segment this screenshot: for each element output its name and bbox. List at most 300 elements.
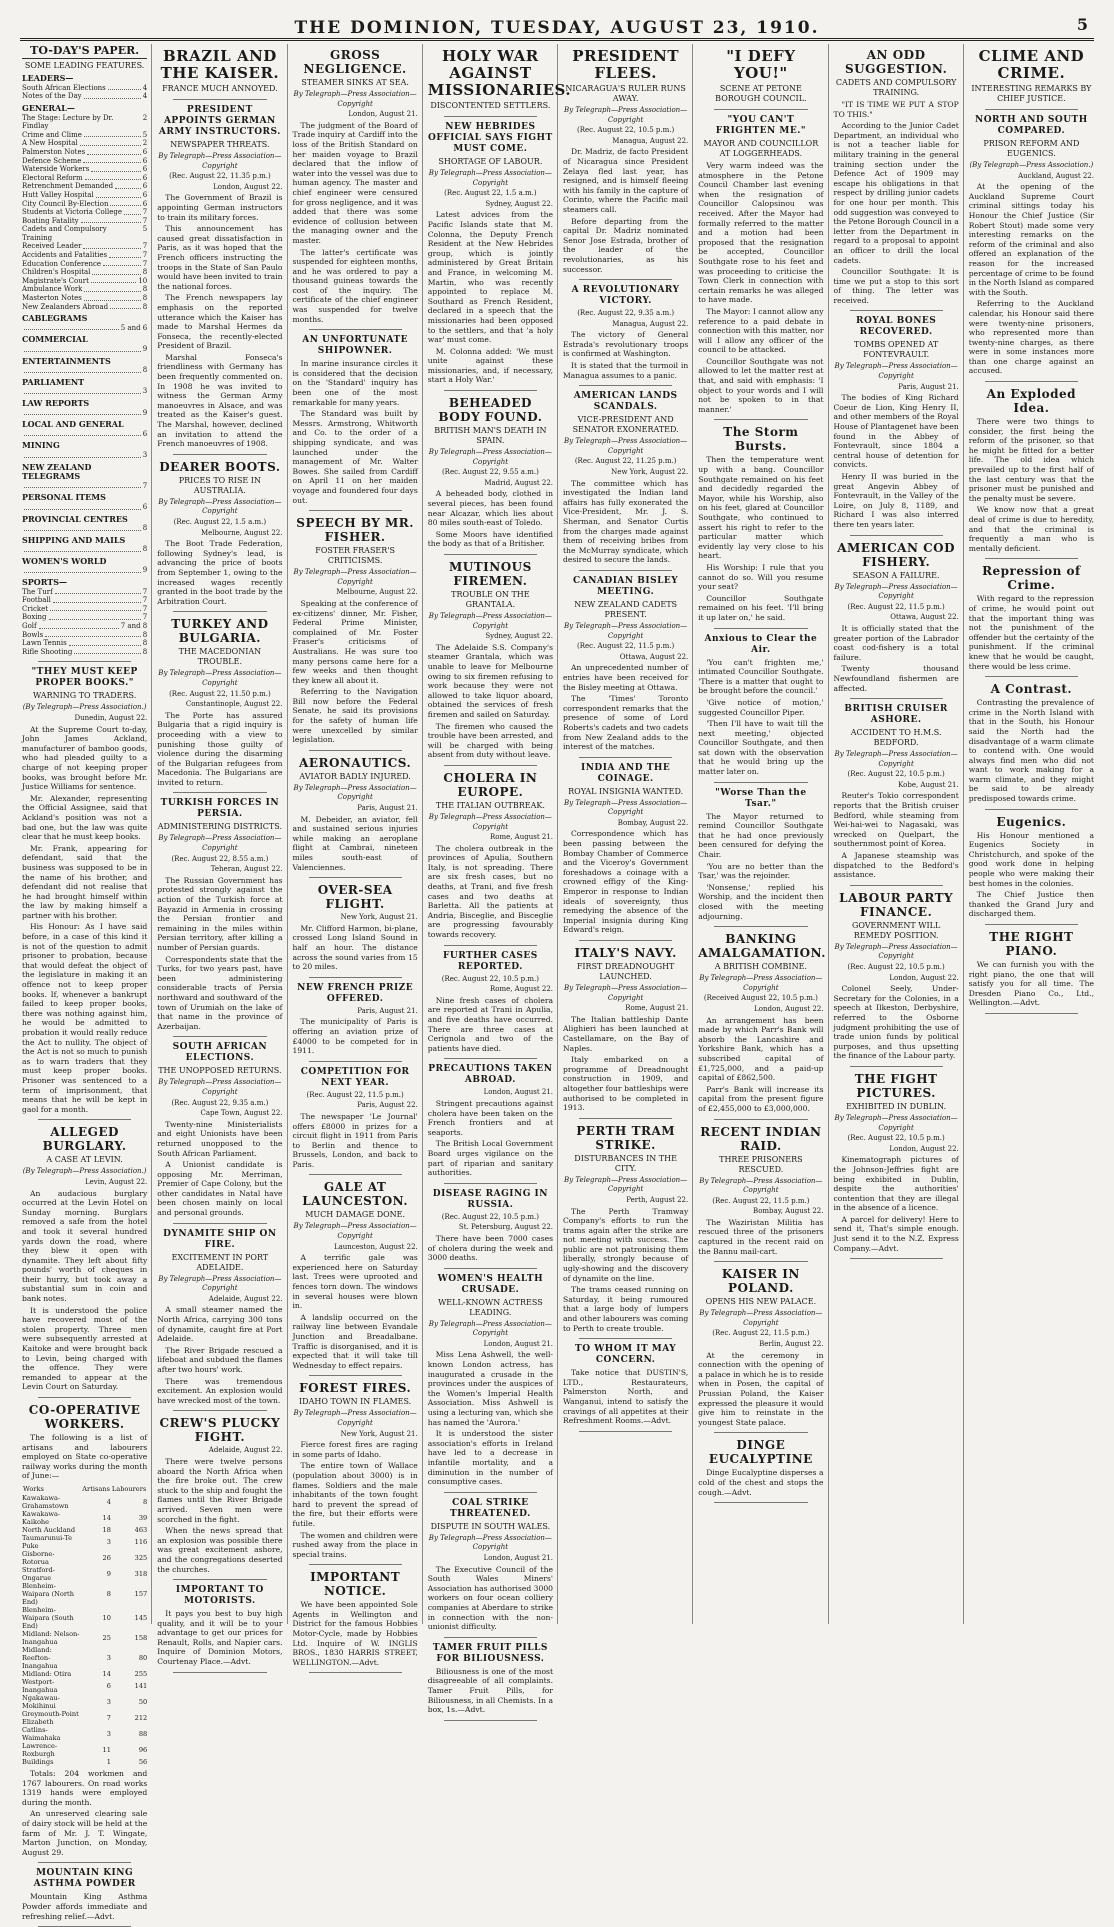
todays-paper-index <box>22 46 147 656</box>
toc-entry-label: Hutt Valley Hospital <box>22 190 94 199</box>
article-subheading: SCENE AT PETONE BOROUGH COUNCIL. <box>715 84 807 103</box>
article-paragraph: Take notice that DUSTIN'S, LTD., Restaurateurs, Palmerston North, and Wanganui, intend to satisfy the cravings of all appetites at their Refreshment Rooms.—Advt. <box>563 1368 689 1426</box>
article-body <box>563 330 688 380</box>
article-received-time: (Rec. August 22, 9.55 a.m.) <box>441 468 539 477</box>
table-cell-name: Kawakawa-Kaikohe <box>22 1509 61 1526</box>
article <box>293 883 418 972</box>
column-rule <box>579 385 672 386</box>
article <box>563 946 688 1113</box>
article <box>563 576 688 752</box>
toc-entry-label: Accidents and Fatalities <box>22 251 108 260</box>
column-rule <box>309 1174 402 1175</box>
article-body <box>834 984 959 1061</box>
article-paragraph: The cholera outbreak in the provinces of Apulia, Southern Italy, is not spreading. There are six fresh cases, but no deaths, at Trani, and five fresh cases and two deaths at Barletta. All the patients at Andria, Bisceglie, and Bisceglie are progressing favourably towards recovery. <box>427 843 553 940</box>
article-headline: PRESIDENT FLEES. <box>572 47 680 82</box>
table-cell-labourers: 88 <box>138 1729 148 1738</box>
article <box>428 1643 553 1715</box>
article-paragraph: Kinematograph pictures of the Johnson-Jeffries fight are being exhibited in Dublin, despite the authorities' contention that they are illegal in the absence of a licence. <box>833 1155 959 1213</box>
article-subheading: THE MACEDONIAN TROUBLE. <box>178 647 262 667</box>
toc-entry-label: Defence Scheme <box>22 156 82 165</box>
toc-entry <box>22 366 147 375</box>
column-rule <box>714 782 807 783</box>
article-dateline: Adelaide, August 22. <box>208 1446 283 1455</box>
article-paragraph: Then the temperature went up with a bang. Councillor Southgate remained on his feet and decidedly regarded the Mayor, while his Worship, also on his feet, glared at Councillor Southgate, who continued to assert his right to refer to the particular matter which evidently lay very close to his heart. <box>698 455 824 561</box>
toc-entry-label: Bowls <box>22 630 44 639</box>
article-headline: "THEY MUST KEEP PROPER BOOKS." <box>31 667 138 689</box>
column-rule <box>444 1058 537 1059</box>
article-dateline: Paris, August 21. <box>357 1006 418 1015</box>
article-credit: By Telegraph—Press Association—Copyright <box>158 497 282 516</box>
article <box>428 1274 553 1487</box>
article-received-time: (Rec. August 22, 8.55 a.m.) <box>171 854 269 863</box>
article-subheading: CADETS AND COMPULSORY TRAINING. <box>835 78 957 97</box>
article-credit: By Telegraph—Press Association—Copyright <box>428 812 552 831</box>
table-header-row <box>22 1484 147 1494</box>
toc-section-heading: SPORTS— <box>22 577 67 588</box>
toc-entry-page: 7 and 8 <box>120 622 148 631</box>
toc-entry <box>22 165 147 174</box>
column-rule <box>850 1258 943 1259</box>
article-paragraph: Dinge Eucalyptine disperses a cold of the chest and stops the cough.—Advt. <box>698 1468 824 1497</box>
article <box>563 1124 688 1334</box>
toc-entry-label: Cricket <box>22 604 49 613</box>
toc-section-heading: PERSONAL ITEMS <box>22 492 106 503</box>
article <box>834 48 959 305</box>
article-headline: CO-OPERATIVE WORKERS. <box>28 1403 141 1431</box>
article-received-time: (Rec. August 22, 11.50 p.m.) <box>169 689 271 698</box>
article-paragraph: Some Moors have identified the body as that of a Britisher. <box>427 529 553 549</box>
column-8 <box>967 44 1098 1624</box>
article-paragraph: Henry II was buried in the great Angevin Abbey of Fontevrault, in the Valley of the Loire, on July 8, 1189, and Richard I was also interred there ten years later. <box>833 472 959 529</box>
article-dateline: London, August 22. <box>889 1144 959 1153</box>
article-body <box>293 1440 418 1559</box>
article-paragraph: The River Brigade rescued a lifeboat and subdued the flames after two hours' work. <box>157 1345 283 1374</box>
column-rule <box>173 792 266 793</box>
table-cell-artisans: 3 <box>106 1537 111 1546</box>
article-body <box>969 182 1094 376</box>
article-body <box>563 1015 688 1113</box>
article-credit: By Telegraph—Press Association—Copyright <box>293 568 417 586</box>
table-cell-artisans: 1 <box>106 1757 111 1766</box>
article-dateline: Berlin, August 22. <box>759 1340 824 1349</box>
toc-entry-page: 10 <box>138 276 148 285</box>
table-cell-artisans: 3 <box>106 1729 111 1738</box>
article-paragraph: Referring to the Auckland calendar, his Honour said there were twenty-nine prisoners, who represented more than twenty-nine charges, as there were in some instances more than one charge against an accused. <box>968 299 1094 376</box>
article-paragraph: His Honour mentioned a Eugenics Society in Christchurch, and spoke of the good work done in helping people who were making their best homes in the colonies. <box>968 830 1094 888</box>
toc-entry-label: Football <box>22 596 51 605</box>
toc-leader <box>55 588 141 595</box>
column-rule <box>173 1672 266 1673</box>
table-cell-labourers: 463 <box>134 1525 148 1534</box>
table-cell-artisans: 7 <box>106 1713 111 1722</box>
article <box>428 560 553 760</box>
toc-entry <box>22 208 147 217</box>
article-body <box>428 996 553 1054</box>
article-body <box>22 1769 147 1857</box>
table-cell-name: Blenheim-Waipara (North End) <box>22 1581 74 1606</box>
column-rule <box>579 1431 672 1432</box>
article-subheading: ACCIDENT TO H.M.S. BEDFORD. <box>850 728 942 748</box>
article-paragraph: The bodies of King Richard Coeur de Lion, King Henry II, and other members of the Royal House of Plantagenet have been found in the Abbey of Fontevrault, since 1804 a central house of detention for convicts. <box>833 393 959 470</box>
article-body <box>293 1600 418 1667</box>
toc-entry <box>22 451 147 460</box>
toc-entry-page: 7 <box>142 604 148 613</box>
article-paragraph: 'Then I'll have to wait till the next meeting,' objected Councillor Southgate, and then sat down with the observation that he would bring up the matter later on. <box>698 719 824 777</box>
article-subheading: NICARAGUA'S RULER RUNS AWAY. <box>565 84 686 103</box>
article-subheading: ROYAL INSIGNIA WANTED. <box>568 786 684 796</box>
column-rule <box>173 1579 266 1580</box>
article <box>563 285 688 380</box>
table-row <box>22 1606 147 1630</box>
article-subheading: FOSTER FRASER'S CRITICISMS. <box>315 546 395 566</box>
article-body <box>293 599 418 745</box>
article-headline: Repression of Crime. <box>982 564 1081 593</box>
table-cell-labourers: 141 <box>134 1681 148 1690</box>
table-cell-labourers: 8 <box>143 1497 148 1506</box>
column-rule <box>850 1066 943 1067</box>
column-rule <box>444 1268 537 1269</box>
toc-entry-label: Children's Hospital <box>22 268 91 277</box>
article-subheading: GOVERNMENT WILL REMEDY POSITION. <box>851 920 941 940</box>
toc-entry <box>22 251 147 260</box>
article-headline: BANKING AMALGAMATION. <box>698 932 826 961</box>
article-paragraph: An unprecedented number of entries have been received for the Bisley meeting at Ottawa. <box>563 663 689 692</box>
column-rule <box>444 765 537 766</box>
article-dateline: London, August 21. <box>483 1553 553 1562</box>
article <box>428 1189 553 1263</box>
article-paragraph: Mountain King Asthma Powder affords immediate and refreshing relief.—Advt. <box>22 1892 148 1921</box>
column-rule <box>579 570 672 571</box>
toc-leader <box>24 524 141 531</box>
article-credit: By Telegraph—Press Association—Copyright <box>834 1113 958 1132</box>
table-row <box>22 1742 147 1758</box>
toc-entry-page: 5 and 6 <box>120 323 148 332</box>
toc-leader <box>87 148 141 155</box>
article-credit: By Telegraph—Press Association—Copyright <box>699 974 823 992</box>
article-credit: (By Telegraph—Press Association.) <box>969 161 1094 169</box>
toc-entry <box>22 566 147 575</box>
article-paragraph: A small steamer named the North Africa, carrying 300 tons of dynamite, caught fire at Port Adelaide. <box>157 1305 283 1344</box>
article-paragraph: At the ceremony in connection with the opening of a palace in which he is to reside when in Posen, the capital of Prussian Poland, the Kaiser expressed the pleasure it would give him to reinstate in the youngest State palace. <box>698 1350 824 1427</box>
newspaper-title: THE DOMINION, TUESDAY, AUGUST 23, 1910. <box>294 18 820 38</box>
article-paragraph: We can furnish you with the right piano, the one that will satisfy you for all time. The Dresden Piano Co., Ltd., Wellington.—Advt. <box>968 960 1094 1008</box>
article-headline: ROYAL BONES RECOVERED. <box>855 316 937 338</box>
article-received-time: (Rec. August 22, 11.5 p.m.) <box>306 1090 404 1099</box>
column-1 <box>20 44 152 1921</box>
toc-leader <box>110 303 141 310</box>
toc-entry-page: 6 <box>142 199 148 208</box>
article-received-time: (Rec. August 22, 10.5 p.m.) <box>577 126 675 135</box>
toc-entry-page: 7 <box>142 587 148 596</box>
table-cell-artisans: 26 <box>102 1553 111 1562</box>
article-dateline: Auckland, August 22. <box>1018 171 1094 180</box>
article-headline: TURKISH FORCES IN PERSIA. <box>160 798 280 820</box>
article-headline: GROSS NEGLIGENCE. <box>303 48 407 76</box>
column-rule <box>309 1375 402 1376</box>
article-credit: By Telegraph—Press Association—Copyright <box>564 621 688 640</box>
column-rule <box>173 454 266 455</box>
article-headline: TAMER FRUIT PILLS FOR BILIOUSNESS. <box>432 1642 548 1664</box>
article-paragraph: Councillor Southgate was not allowed to let the matter rest at that, and said with emphasis: 'I object to your words and I will not be spoken to in that manner.' <box>698 356 824 414</box>
article-credit: By Telegraph—Press Association—Copyright <box>564 106 688 124</box>
toc-entry <box>22 114 147 131</box>
table-cell-name: Lawrence-Roxburgh <box>22 1741 58 1758</box>
article <box>698 932 826 1113</box>
column-rule <box>579 279 672 280</box>
article <box>969 815 1094 919</box>
toc-entry-label: Palmerston Notes <box>22 147 86 156</box>
article-headline: TURKEY AND BULGARIA. <box>171 617 269 646</box>
article-paragraph: In marine insurance circles it is considered that the decision on the 'Standard' inquiry has been one of the most remarkable for many years. <box>292 359 418 407</box>
article-paragraph: Twenty-nine Ministerialists and eight Unionists have been returned unopposed to the South African Parliament. <box>157 1119 283 1158</box>
article-body <box>157 1120 282 1218</box>
table-cell-artisans: 14 <box>102 1513 111 1522</box>
table-row <box>22 1582 147 1606</box>
article-body <box>698 1218 823 1256</box>
article-dateline: Bombay, August 22. <box>753 1207 824 1216</box>
article-dateline: Sydney, August 22. <box>485 632 553 641</box>
article-body <box>428 1099 553 1178</box>
article-body <box>563 663 688 751</box>
toc-leader <box>24 409 141 416</box>
article-headline: THE RIGHT PIANO. <box>989 930 1074 958</box>
toc-leader <box>74 648 140 655</box>
article-body <box>834 624 959 693</box>
toc-leader <box>84 294 141 301</box>
article <box>698 788 823 922</box>
table-cell-name: Taumarunui-Te Puke <box>22 1533 73 1550</box>
article-body <box>698 1016 823 1114</box>
article-dateline: Rome, August 21. <box>625 1004 689 1013</box>
article-paragraph: Miss Lena Ashwell, the well-known London actress, has inaugurated a crusade in the provinces under the auspices of the Women's Imperial Health Association. Miss Ashwell is using a lecturing van, which she has named the 'Aurora.' <box>427 1350 553 1427</box>
column-rule <box>579 757 672 758</box>
article-paragraph: The entire town of Wallace (population about 3000) is in flames. Soldiers and the male inhabitants of the town fought hard to prevent the spread of the fire, but their efforts were futile. <box>292 1461 418 1528</box>
column-4 <box>426 44 572 1715</box>
article-headline: WOMEN'S HEALTH CRUSADE. <box>437 1273 544 1295</box>
article-dateline: London, August 21. <box>483 1088 553 1097</box>
article-headline: DYNAMITE SHIP ON FIRE. <box>163 1228 277 1250</box>
article-headline: IMPORTANT TO MOTORISTS. <box>175 1585 264 1607</box>
toc-section-heading: LOCAL AND GENERAL <box>22 419 124 430</box>
article-paragraph: A beheaded body, clothed in several pieces, has been found near Alcazar, which lies about 80 miles south-east of Toledo. <box>427 489 553 528</box>
article-paragraph: Mr. Frank, appearing for defendant, said that the business was supposed to be in the name of his brother, and defendant did not realise that he had brought himself within the law by making himself a partner with his brother. <box>22 843 148 920</box>
article-body <box>834 1155 959 1253</box>
article-headline: SPEECH BY MR. FISHER. <box>296 516 414 545</box>
article-paragraph: The committee which has investigated the Indian land affairs has fully exonerated the Vice-President, Mr. J. S. Sherman, and Senator Curtis from the charges made against them of receiving bribes from the McMurray syndicate, which desired to secure the lands. <box>563 478 689 565</box>
column-rule <box>985 109 1078 110</box>
article <box>293 1067 418 1170</box>
article-body <box>157 1305 282 1405</box>
toc-entry <box>22 648 147 657</box>
toc-leader <box>103 260 141 267</box>
table-cell-name: Blenheim-Waipara (South End) <box>22 1605 74 1630</box>
table-cell-name: Westport-Inangahua <box>22 1677 58 1694</box>
table-row <box>22 1566 147 1582</box>
column-rule <box>444 390 537 391</box>
toc-entry-page: 8 <box>142 545 148 554</box>
table-cell-labourers: 145 <box>134 1613 148 1622</box>
toc-section-heading: SHIPPING AND MAILS <box>22 534 126 545</box>
table-cell-name: Catlins-Waimahaka <box>22 1725 61 1742</box>
toc-leader <box>96 191 141 198</box>
article-dateline: Melbourne, August 22. <box>200 528 283 537</box>
article <box>698 1125 823 1257</box>
toc-entry-label: Rifle Shooting <box>22 647 73 656</box>
toc-section-heading: COMMERCIAL <box>22 334 88 345</box>
article-credit: By Telegraph—Press Association—Copyright <box>834 750 958 768</box>
article-paragraph: His Worship: I rule that you cannot do so. Will you resume your seat? <box>698 562 824 592</box>
article-subheading: THE UNOPPOSED RETURNS. <box>158 1066 282 1076</box>
column-rule <box>714 1119 807 1120</box>
toc-entry-page: 8 <box>142 639 148 648</box>
article <box>22 1868 147 1921</box>
article <box>157 105 282 449</box>
column-2 <box>155 44 287 1667</box>
page-columns <box>20 44 1098 1921</box>
column-rule <box>985 381 1078 382</box>
column-rule <box>173 99 266 100</box>
article-received-time: (Rec. August 22, 9.35 a.m.) <box>577 309 675 318</box>
column-rule <box>985 558 1078 559</box>
toc-entry-label: The Turf <box>22 587 53 596</box>
article <box>293 983 418 1056</box>
column-rule <box>309 1672 402 1673</box>
toc-leader <box>84 285 140 292</box>
article-headline: COMPETITION FOR NEXT YEAR. <box>300 1066 410 1088</box>
toc-entry <box>22 387 147 396</box>
toc-entry-label: Notes of the Day <box>22 92 82 101</box>
toc-entry-page: 5 <box>142 225 148 234</box>
toc-entry <box>22 596 147 605</box>
table-cell-labourers: 56 <box>138 1757 148 1766</box>
article-paragraph: An arrangement has been made by which Parr's Bank will absorb the Lancashire and Yorkshire Bank, which has a subscribed capital of £1,725,000, and a paid-up capital of £862,500. <box>698 1015 824 1083</box>
article <box>834 891 959 1061</box>
article-dateline: London, August 21. <box>483 1339 553 1348</box>
article-headline: BRITISH CRUISER ASHORE. <box>844 704 948 726</box>
article-paragraph: It is understood the sister association's efforts in Ireland have led to a decrease in infantile mortality, and a diminution in the number of consumptive cases. <box>427 1429 553 1487</box>
article-credit: By Telegraph—Press Association—Copyright <box>699 1176 823 1195</box>
article <box>563 1344 688 1426</box>
article-credit: By Telegraph—Press Association—Copyright <box>834 582 958 601</box>
article-subheading: FIRST DREADNOUGHT LAUNCHED. <box>576 962 675 981</box>
article <box>834 541 959 694</box>
toc-entry-page: 6 <box>142 147 148 156</box>
column-rule <box>444 945 537 946</box>
article-headline: DEARER BOOTS. <box>159 459 281 474</box>
toc-section-heading: GENERAL— <box>22 102 75 113</box>
toc-entry-page: 7 <box>142 613 148 622</box>
article-subheading: A BRITISH COMBINE. <box>714 962 807 972</box>
toc-entry-page: 3 <box>142 450 148 459</box>
article-headline: FURTHER CASES REPORTED. <box>443 950 538 972</box>
article-paragraph: The Porte has assured Bulgaria that a rigid inquiry is proceeding with a view to punishing those guilty of violence during the disarming of the Bulgarian refugees from Macedonia. The Bulgarians are invited to return. <box>157 710 283 787</box>
article-dateline: London, August 22. <box>213 182 283 191</box>
toc-leader <box>24 482 141 489</box>
toc-entry-page: 7 <box>142 251 148 260</box>
article-subheading: PRISON REFORM AND EUGENICS. <box>983 139 1080 158</box>
article-dateline: London, August 22. <box>754 1004 824 1013</box>
article <box>428 951 553 1054</box>
article-body <box>157 711 282 788</box>
toc-section-heading: MINING <box>22 440 60 451</box>
toc-entry-label: New Zealanders Abroad <box>22 302 109 311</box>
article <box>428 396 553 549</box>
article-received-time: (Rec. August 22, 1.5 a.m.) <box>173 518 267 526</box>
table-cell-labourers: 255 <box>134 1669 148 1678</box>
table-header-cell: Artisans <box>82 1484 110 1493</box>
toc-leader <box>110 200 140 207</box>
article-credit: By Telegraph—Press Association—Copyright <box>293 783 417 802</box>
column-rule <box>714 628 807 629</box>
article-dateline: London, August 22. <box>889 973 959 982</box>
toc-section-heading: LEADERS— <box>22 73 74 84</box>
article <box>157 1042 282 1217</box>
column-5 <box>561 44 693 1624</box>
column-rule <box>38 1862 131 1863</box>
article <box>834 1072 959 1253</box>
article-body <box>428 489 553 549</box>
article <box>698 48 823 104</box>
toc-section-heading: ENTERTAINMENTS <box>22 355 111 366</box>
article-body <box>698 1351 823 1428</box>
toc-entry <box>22 503 147 512</box>
toc-leader <box>39 622 119 629</box>
article-paragraph: The Government of Brazil is appointing German instructors to train its military forces. <box>157 193 283 222</box>
article-headline: FOREST FIRES. <box>299 1381 412 1396</box>
toc-entry <box>22 217 147 226</box>
article-subheading: IDAHO TOWN IN FLAMES. <box>299 1397 412 1407</box>
article-paragraph: M. Colonna added: 'We must unite against these missionaries, and, if necessary, start a Holy War.' <box>427 346 553 385</box>
article-paragraph: The newspaper 'Le Journal' offers £8000 in prizes for a circuit flight in 1911 from Paris to Berlin and thence to Brussels, London, and back to Paris. <box>292 1111 418 1169</box>
column-rule <box>714 109 807 110</box>
toc-leader <box>84 131 141 138</box>
article-credit: By Telegraph—Press Association—Copyright <box>158 1078 282 1096</box>
column-rule <box>444 116 537 117</box>
article <box>834 704 959 880</box>
article-body <box>428 1234 553 1263</box>
article-subheading: BRITISH MAN'S DEATH IN SPAIN. <box>434 426 547 446</box>
article-subheading: EXCITEMENT IN PORT ADELAIDE. <box>171 1252 269 1272</box>
article-subheading: THE ITALIAN OUTBREAK. <box>435 800 545 810</box>
article-paragraph: It is understood the police have recovered most of the stolen property. Three men were subsequently arrested at Kaitoke and were brought back to Levin, being charged with the offence. They were remanded to appear at the Levin Court on Saturday. <box>22 1305 148 1392</box>
column-3 <box>291 44 423 1667</box>
toc-entry-label: The Stage: Lecture by Dr. Findlay <box>22 113 114 131</box>
article-paragraph: Parr's Bank will increase its capital from the present figure of £2,455,000 to £3,000,000. <box>698 1084 824 1113</box>
article-headline: RECENT INDIAN RAID. <box>700 1124 822 1153</box>
toc-subtitle: SOME LEADING FEATURES. <box>24 60 145 70</box>
toc-section-heading: WOMEN'S WORLD <box>22 555 107 566</box>
article <box>698 115 823 414</box>
article-credit: By Telegraph—Press Association—Copyright <box>428 169 552 187</box>
article-headline: AMERICAN LANDS SCANDALS. <box>573 391 678 413</box>
article-body <box>698 658 823 777</box>
article <box>428 122 553 385</box>
article-dateline: Dunedin, August 22. <box>74 714 148 722</box>
column-rule <box>579 1338 672 1339</box>
article-dateline: Paris, August 22. <box>357 1101 418 1110</box>
toc-entry <box>22 174 147 183</box>
article-headline: NORTH AND SOUTH COMPARED. <box>974 115 1088 136</box>
toc-entry <box>22 139 147 148</box>
article-paragraph: 'You can't frighten me,' intimated Councillor Southgate. 'There is a matter that ought to be brought before the council.' <box>698 657 824 696</box>
article-subheading: DISPUTE IN SOUTH WALES. <box>430 1521 551 1531</box>
toc-entry-label: Received Leader <box>22 242 82 251</box>
toc-leader <box>24 387 141 394</box>
article-body <box>293 1253 418 1370</box>
article-headline: PRECAUTIONS TAKEN ABROAD. <box>428 1064 553 1086</box>
article <box>157 1229 282 1406</box>
table-cell-name: Midland: Reefton-Inangahua <box>22 1645 58 1670</box>
